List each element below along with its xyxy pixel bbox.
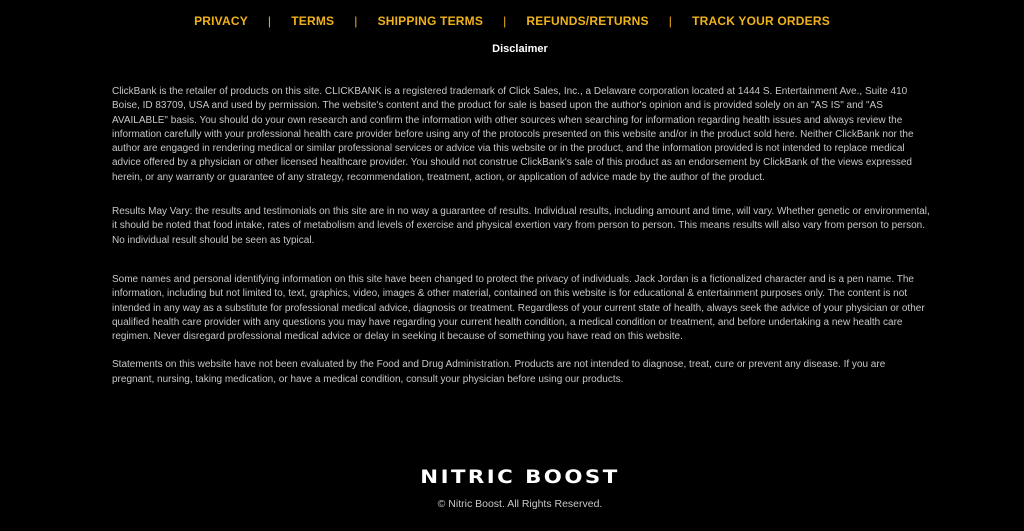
brand-logo: NITRIC BOOST [420, 466, 620, 488]
footer-nav [0, 14, 1024, 28]
nav-separator: | [503, 14, 507, 28]
nav-link-track-orders[interactable]: TRACK YOUR ORDERS [692, 14, 830, 28]
nav-separator: | [267, 14, 272, 28]
nav-link-refunds-returns[interactable]: REFUNDS/RETURNS [526, 14, 649, 28]
nav-link-privacy[interactable]: PRIVACY [194, 14, 248, 28]
copyright-text: © Nitric Boost. All Rights Reserved. [437, 498, 603, 510]
disclaimer-heading: Disclaimer [492, 43, 548, 55]
nav-separator: | [354, 14, 358, 28]
disclaimer-paragraph-clickbank: ClickBank is the retailer of products on this site. CLICKBANK is a registered trademark of Click Sales, Inc., a Delaware corporation located at 1444 S. Entertainment Ave., Suite 410 Boise, ID 83709, USA and used by permission. The website's content and the product for sale is based upon the author's opinion and is provided solely on an "AS IS" and "AS AVAILABLE" basis. You should do your own research and confirm the information with other sources when searching for information regarding health issues and always review the information carefully with your professional health care provider before using any of the protocols presented on this website and/or in the product sold here. Neither ClickBank nor the author are engaged in rendering medical or similar professional services or advice via this website or in the product, and the information provided is not intended to replace medical advice offered by a physician or other licensed healthcare provider. You should not construe ClickBank's sale of this product as an endorsement by ClickBank of the views expressed herein, or any warranty or guarantee of any strategy, recommendation, treatment, action, or application of advice made by the author of the product. [112, 86, 914, 183]
nav-link-shipping-terms[interactable]: SHIPPING TERMS [377, 14, 484, 28]
disclaimer-paragraph-fda: Statements on this website have not been evaluated by the Food and Drug Administration. Products are not intended to diagnose, treat, cure or prevent any disease. If you are pregnant, nursing, taking medication, or have a medical condition, consult your physician before using our products. [112, 359, 886, 385]
nav-link-terms[interactable]: TERMS [291, 14, 335, 28]
disclaimer-body [112, 85, 930, 387]
nav-separator: | [668, 14, 673, 28]
disclaimer-paragraph-results: Results May Vary: the results and testimonials on this site are in no way a guarantee of results. Individual results, including amount and time, will vary. Whether genetic or environmental, it should be noted that food intake, rates of metabolism and levels of exercise and physical exertion vary from person to person. This means results will also vary from person to person. No individual result should be seen as typical. [112, 206, 930, 246]
disclaimer-paragraph-privacy: Some names and personal identifying information on this site have been changed to protect the privacy of individuals. Jack Jordan is a fictionalized character and is a pen name. The information, including but not limited to, text, graphics, video, images & other material, contained on this website is for educational & entertainment purposes only. The content is not intended in any way as a substitute for professional medical advice, diagnosis or treatment. Regardless of your current state of health, always seek the advice of your physician or other qualified health care provider with any questions you may have regarding your current health condition, a medical condition or treatment, and before undertaking a new health care regimen. Never disregard professional medical advice or delay in seeking it because of something you have read on this website. [112, 273, 925, 343]
